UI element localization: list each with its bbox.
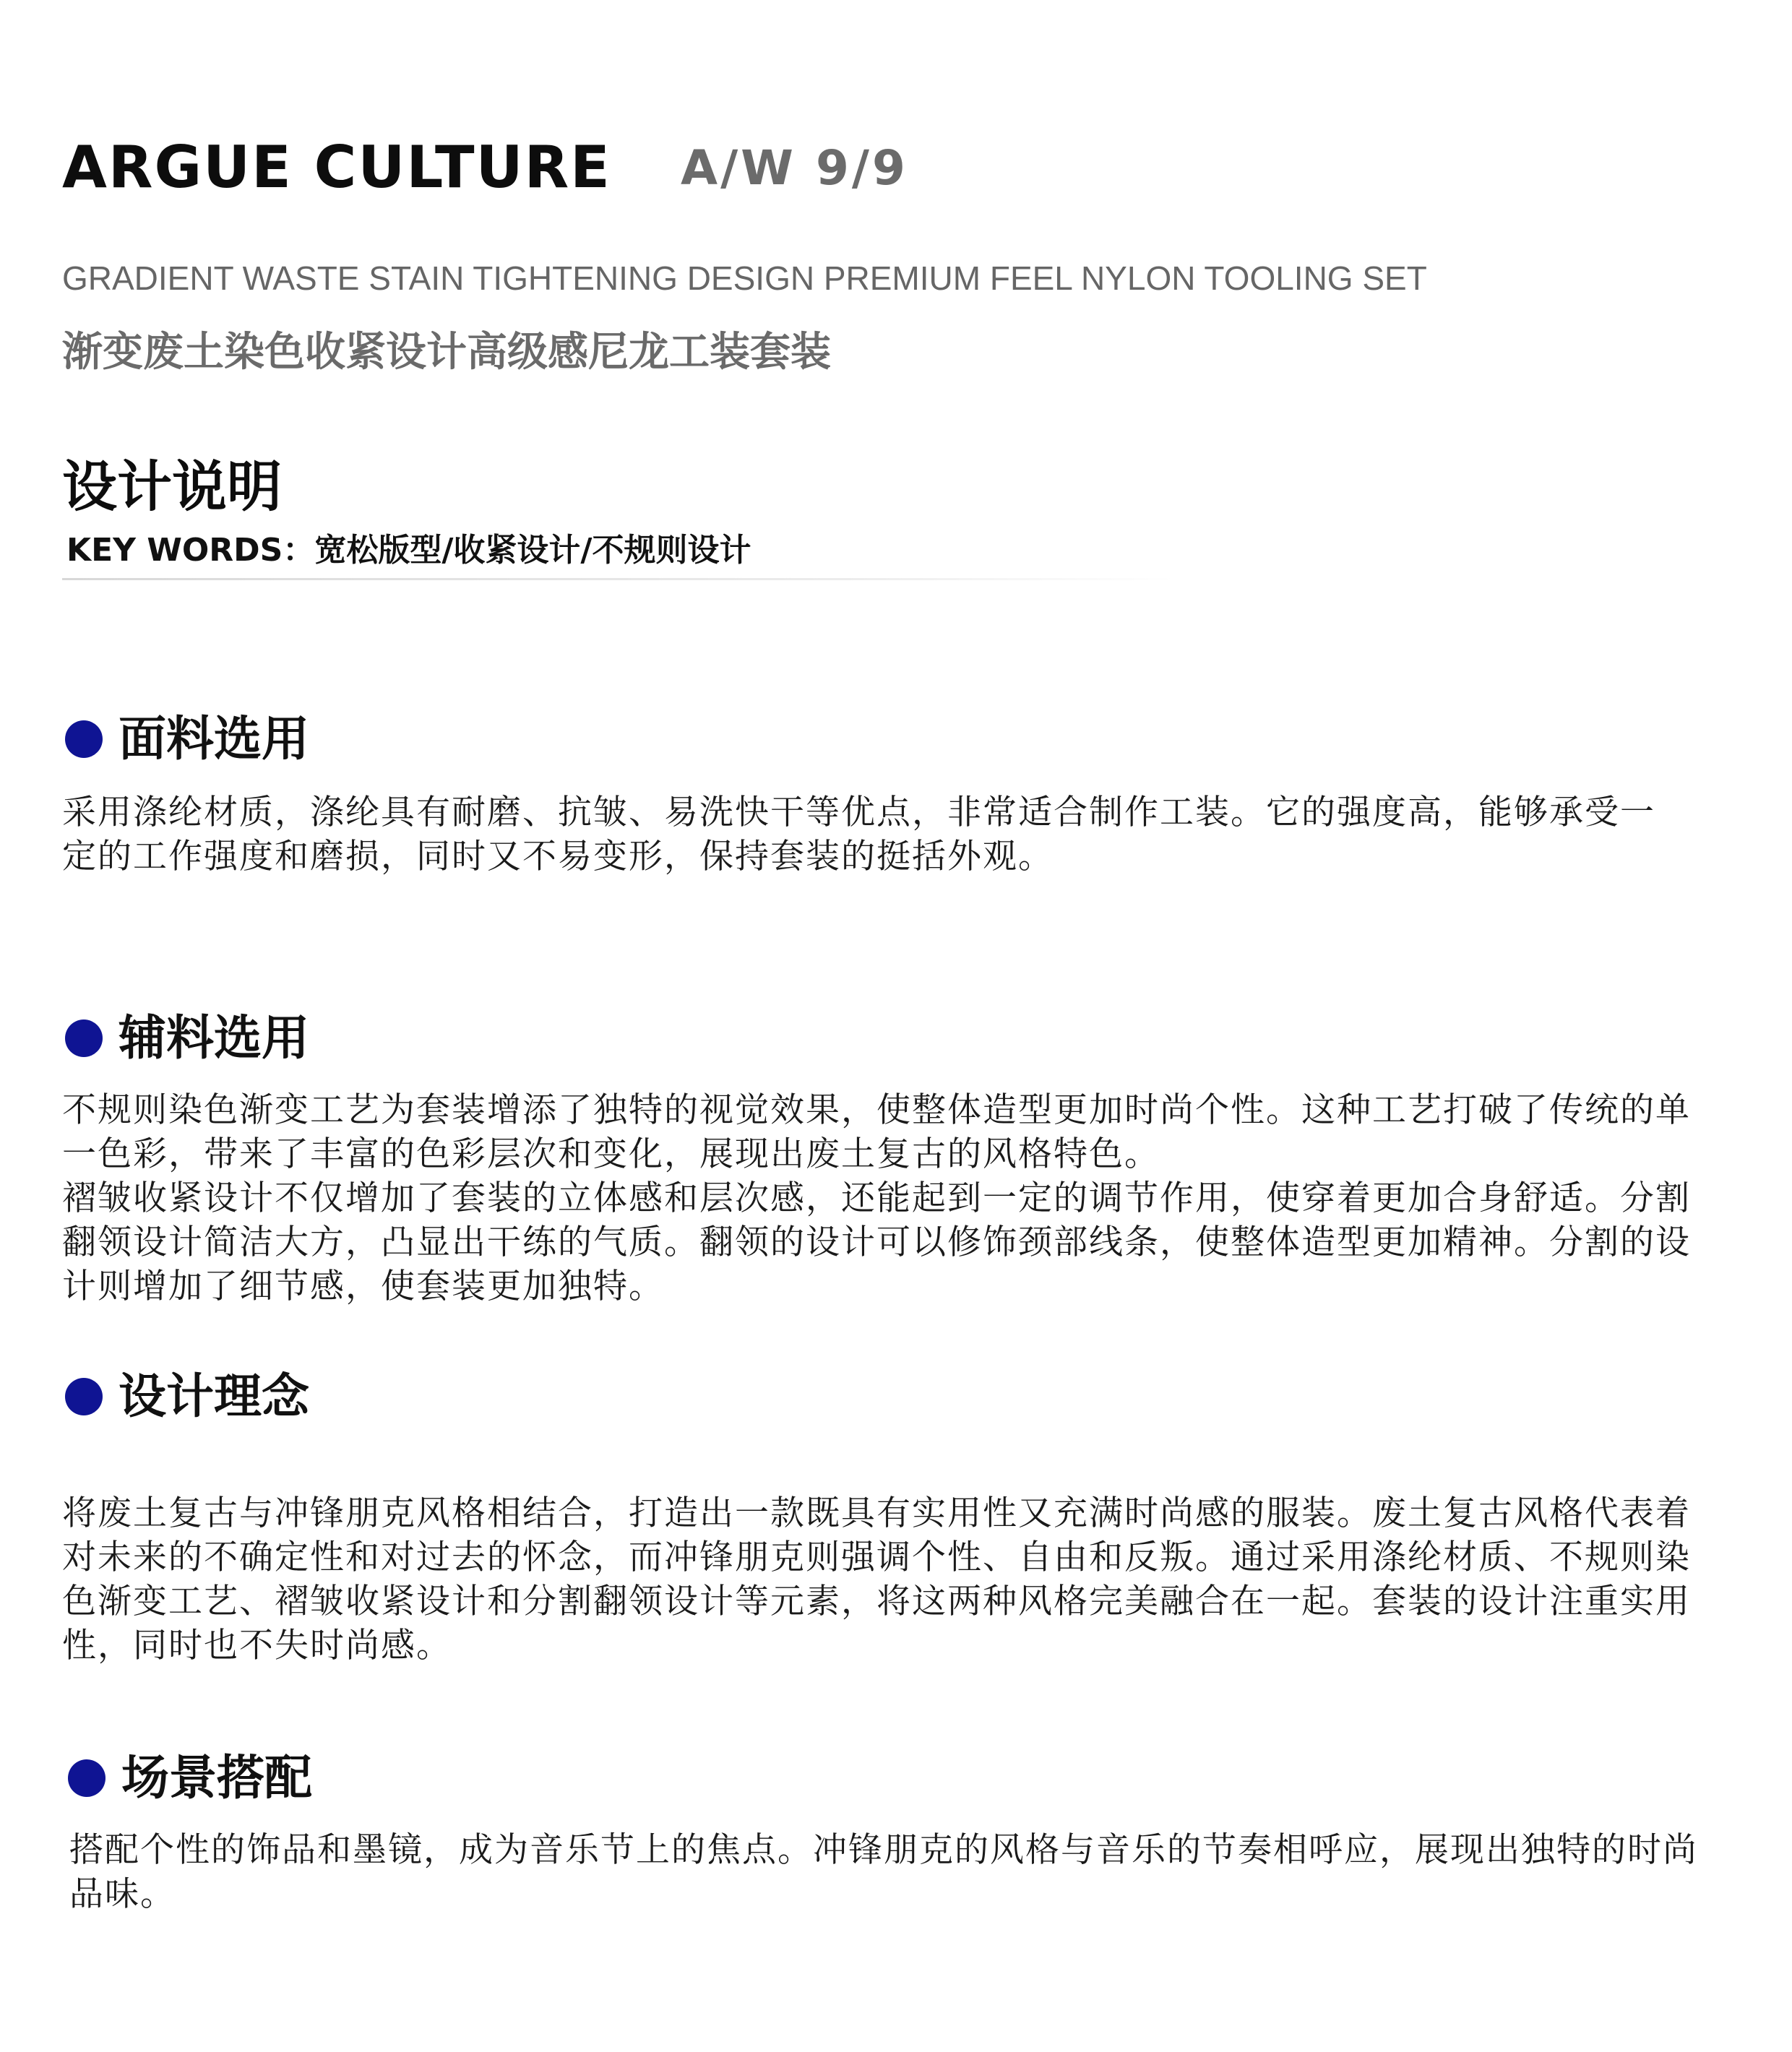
keywords-divider	[62, 578, 1175, 580]
section-fabric-body	[62, 790, 1666, 879]
section-concept-header	[65, 1368, 309, 1424]
section-accessories-body	[62, 1088, 1710, 1309]
section-title: 设计理念	[119, 1368, 309, 1424]
brand-title: ARGUE CULTURE	[62, 134, 611, 201]
section-scene-body	[69, 1828, 1724, 1916]
paragraph: 搭配个性的饰品和墨镜，成为音乐节上的焦点。冲锋朋克的风格与音乐的节奏相呼应，展现出独特的时尚品味。	[69, 1830, 1698, 1914]
bullet-dot-icon	[65, 1019, 103, 1057]
section-concept-body	[62, 1491, 1710, 1668]
section-title: 面料选用	[119, 711, 309, 767]
keywords-line: KEY WORDS：宽松版型/收紧设计/不规则设计	[66, 532, 751, 569]
bullet-dot-icon	[65, 720, 103, 758]
subtitle-english: GRADIENT WASTE STAIN TIGHTENING DESIGN PREMIUM FEEL NYLON TOOLING SET	[62, 259, 1427, 297]
bullet-dot-icon	[68, 1759, 105, 1797]
paragraph: 不规则染色渐变工艺为套装增添了独特的视觉效果，使整体造型更加时尚个性。这种工艺打破了传统的单一色彩，带来了丰富的色彩层次和变化，展现出废土复古的风格特色。	[62, 1090, 1691, 1174]
paragraph: 将废土复古与冲锋朋克风格相结合，打造出一款既具有实用性又充满时尚感的服装。废土复古风格代表着对未来的不确定性和对过去的怀念，而冲锋朋克则强调个性、自由和反叛。通过采用涤纶材质、不规则染色渐变工艺、褶皱收紧设计和分割翻领设计等元素，将这两种风格完美融合在一起。套装的设计注重实用性，同时也不失时尚感。	[62, 1493, 1691, 1665]
section-fabric-header	[65, 711, 309, 767]
section-title: 场景搭配	[121, 1750, 312, 1806]
season-label: A/W 9/9	[681, 140, 908, 196]
section-title: 辅料选用	[119, 1010, 309, 1066]
section-scene-header	[68, 1750, 312, 1806]
bullet-dot-icon	[65, 1378, 103, 1415]
design-heading: 设计说明	[62, 454, 282, 519]
paragraph: 褶皱收紧设计不仅增加了套装的立体感和层次感，还能起到一定的调节作用，使穿着更加合身舒适。分割翻领设计简洁大方，凸显出干练的气质。翻领的设计可以修饰颈部线条，使整体造型更加精神。分割的设计则增加了细节感，使套装更加独特。	[62, 1178, 1691, 1306]
section-accessories-header	[65, 1010, 309, 1066]
subtitle-chinese: 渐变废土染色收紧设计高级感尼龙工装套装	[62, 329, 831, 376]
paragraph: 采用涤纶材质，涤纶具有耐磨、抗皱、易洗快干等优点，非常适合制作工装。它的强度高，能够承受一定的工作强度和磨损，同时又不易变形，保持套装的挺括外观。	[62, 793, 1655, 876]
